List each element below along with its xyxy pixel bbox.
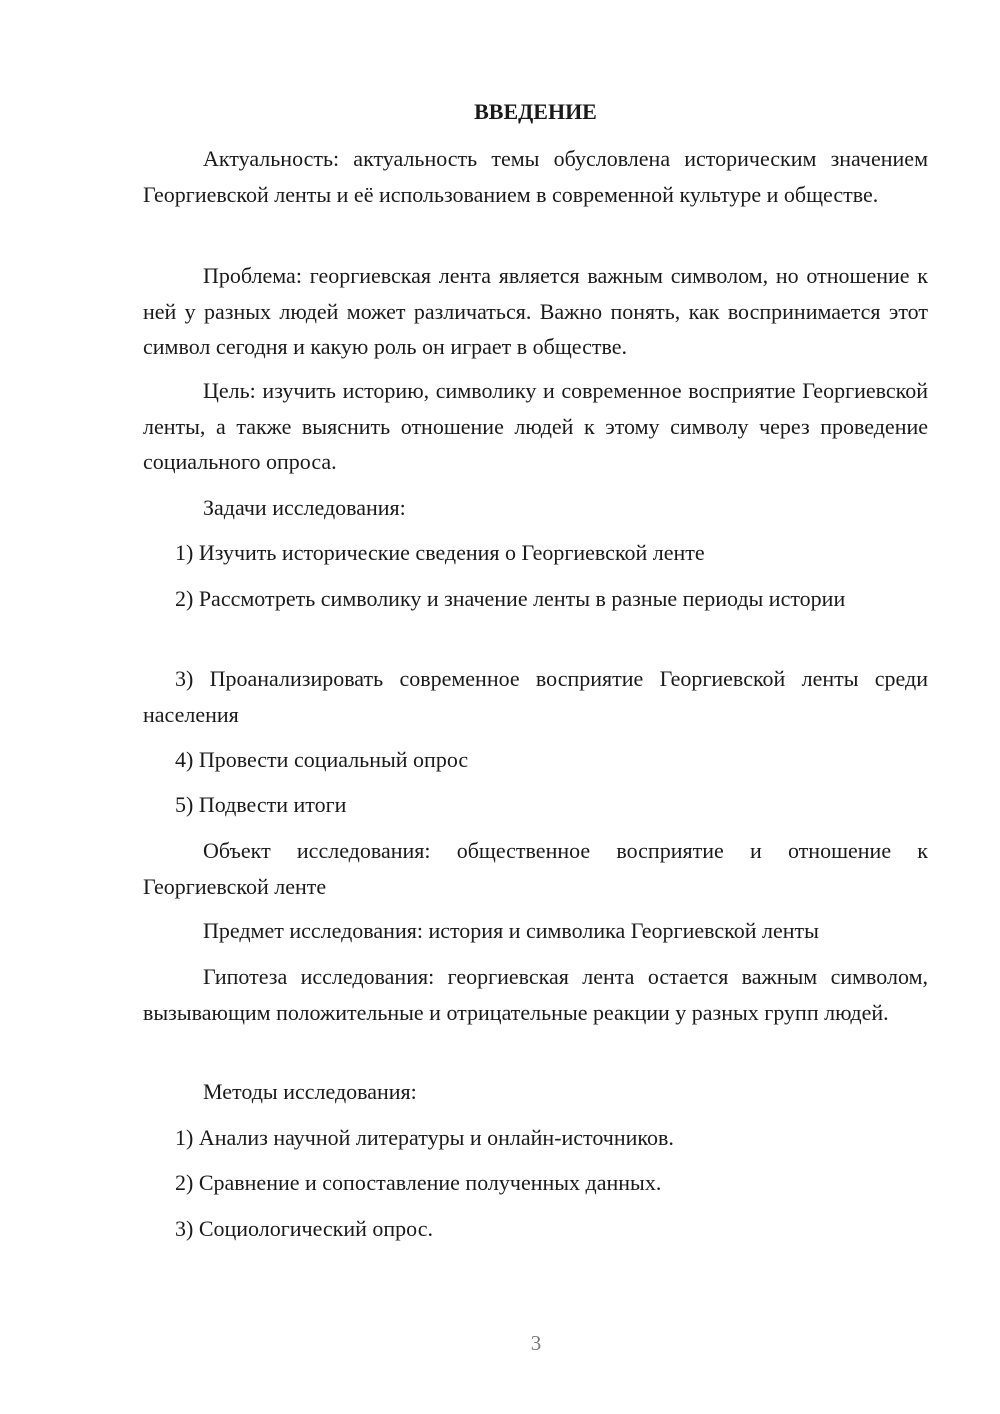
goal-paragraph: Цель: изучить историю, символику и современное восприятие Георгиевской ленты, а также выяснить отношение людей к этому символу через проведение социального опроса. [143,378,928,474]
tasks-heading: Задачи исследования: [203,495,406,520]
method-item-3: 3) Социологический опрос. [175,1216,433,1241]
problem-paragraph: Проблема: георгиевская лента является важным символом, но отношение к ней у разных людей может различаться. Важно понять, как воспринимается этот символ сегодня и какую роль он играет в обществе. [143,263,928,359]
task-item-3: 3) Проанализировать современное восприятие Георгиевской ленты среди населения [143,666,928,727]
task-item-2: 2) Рассмотреть символику и значение ленты в разные периоды истории [175,586,846,611]
page-number: 3 [530,1331,542,1355]
task-item-5: 5) Подвести итоги [175,792,347,817]
method-item-1: 1) Анализ научной литературы и онлайн-источников. [175,1125,674,1150]
task-item-1: 1) Изучить исторические сведения о Георгиевской ленте [175,540,705,565]
subject-paragraph: Предмет исследования: история и символика Георгиевской ленты [203,918,819,943]
object-paragraph: Объект исследования: общественное восприятие и отношение к Георгиевской ленте [143,838,928,899]
method-item-2: 2) Сравнение и сопоставление полученных данных. [175,1170,662,1195]
section-title: ВВЕДЕНИЕ [474,99,597,124]
methods-heading: Методы исследования: [203,1079,417,1104]
relevance-paragraph: Актуальность: актуальность темы обусловлена историческим значением Георгиевской ленты и её использованием в современной культуре и обществе. [143,146,928,207]
hypothesis-paragraph: Гипотеза исследования: георгиевская лента остается важным символом, вызывающим положительные и отрицательные реакции у разных групп людей. [143,964,928,1025]
task-item-4: 4) Провести социальный опрос [175,747,469,772]
